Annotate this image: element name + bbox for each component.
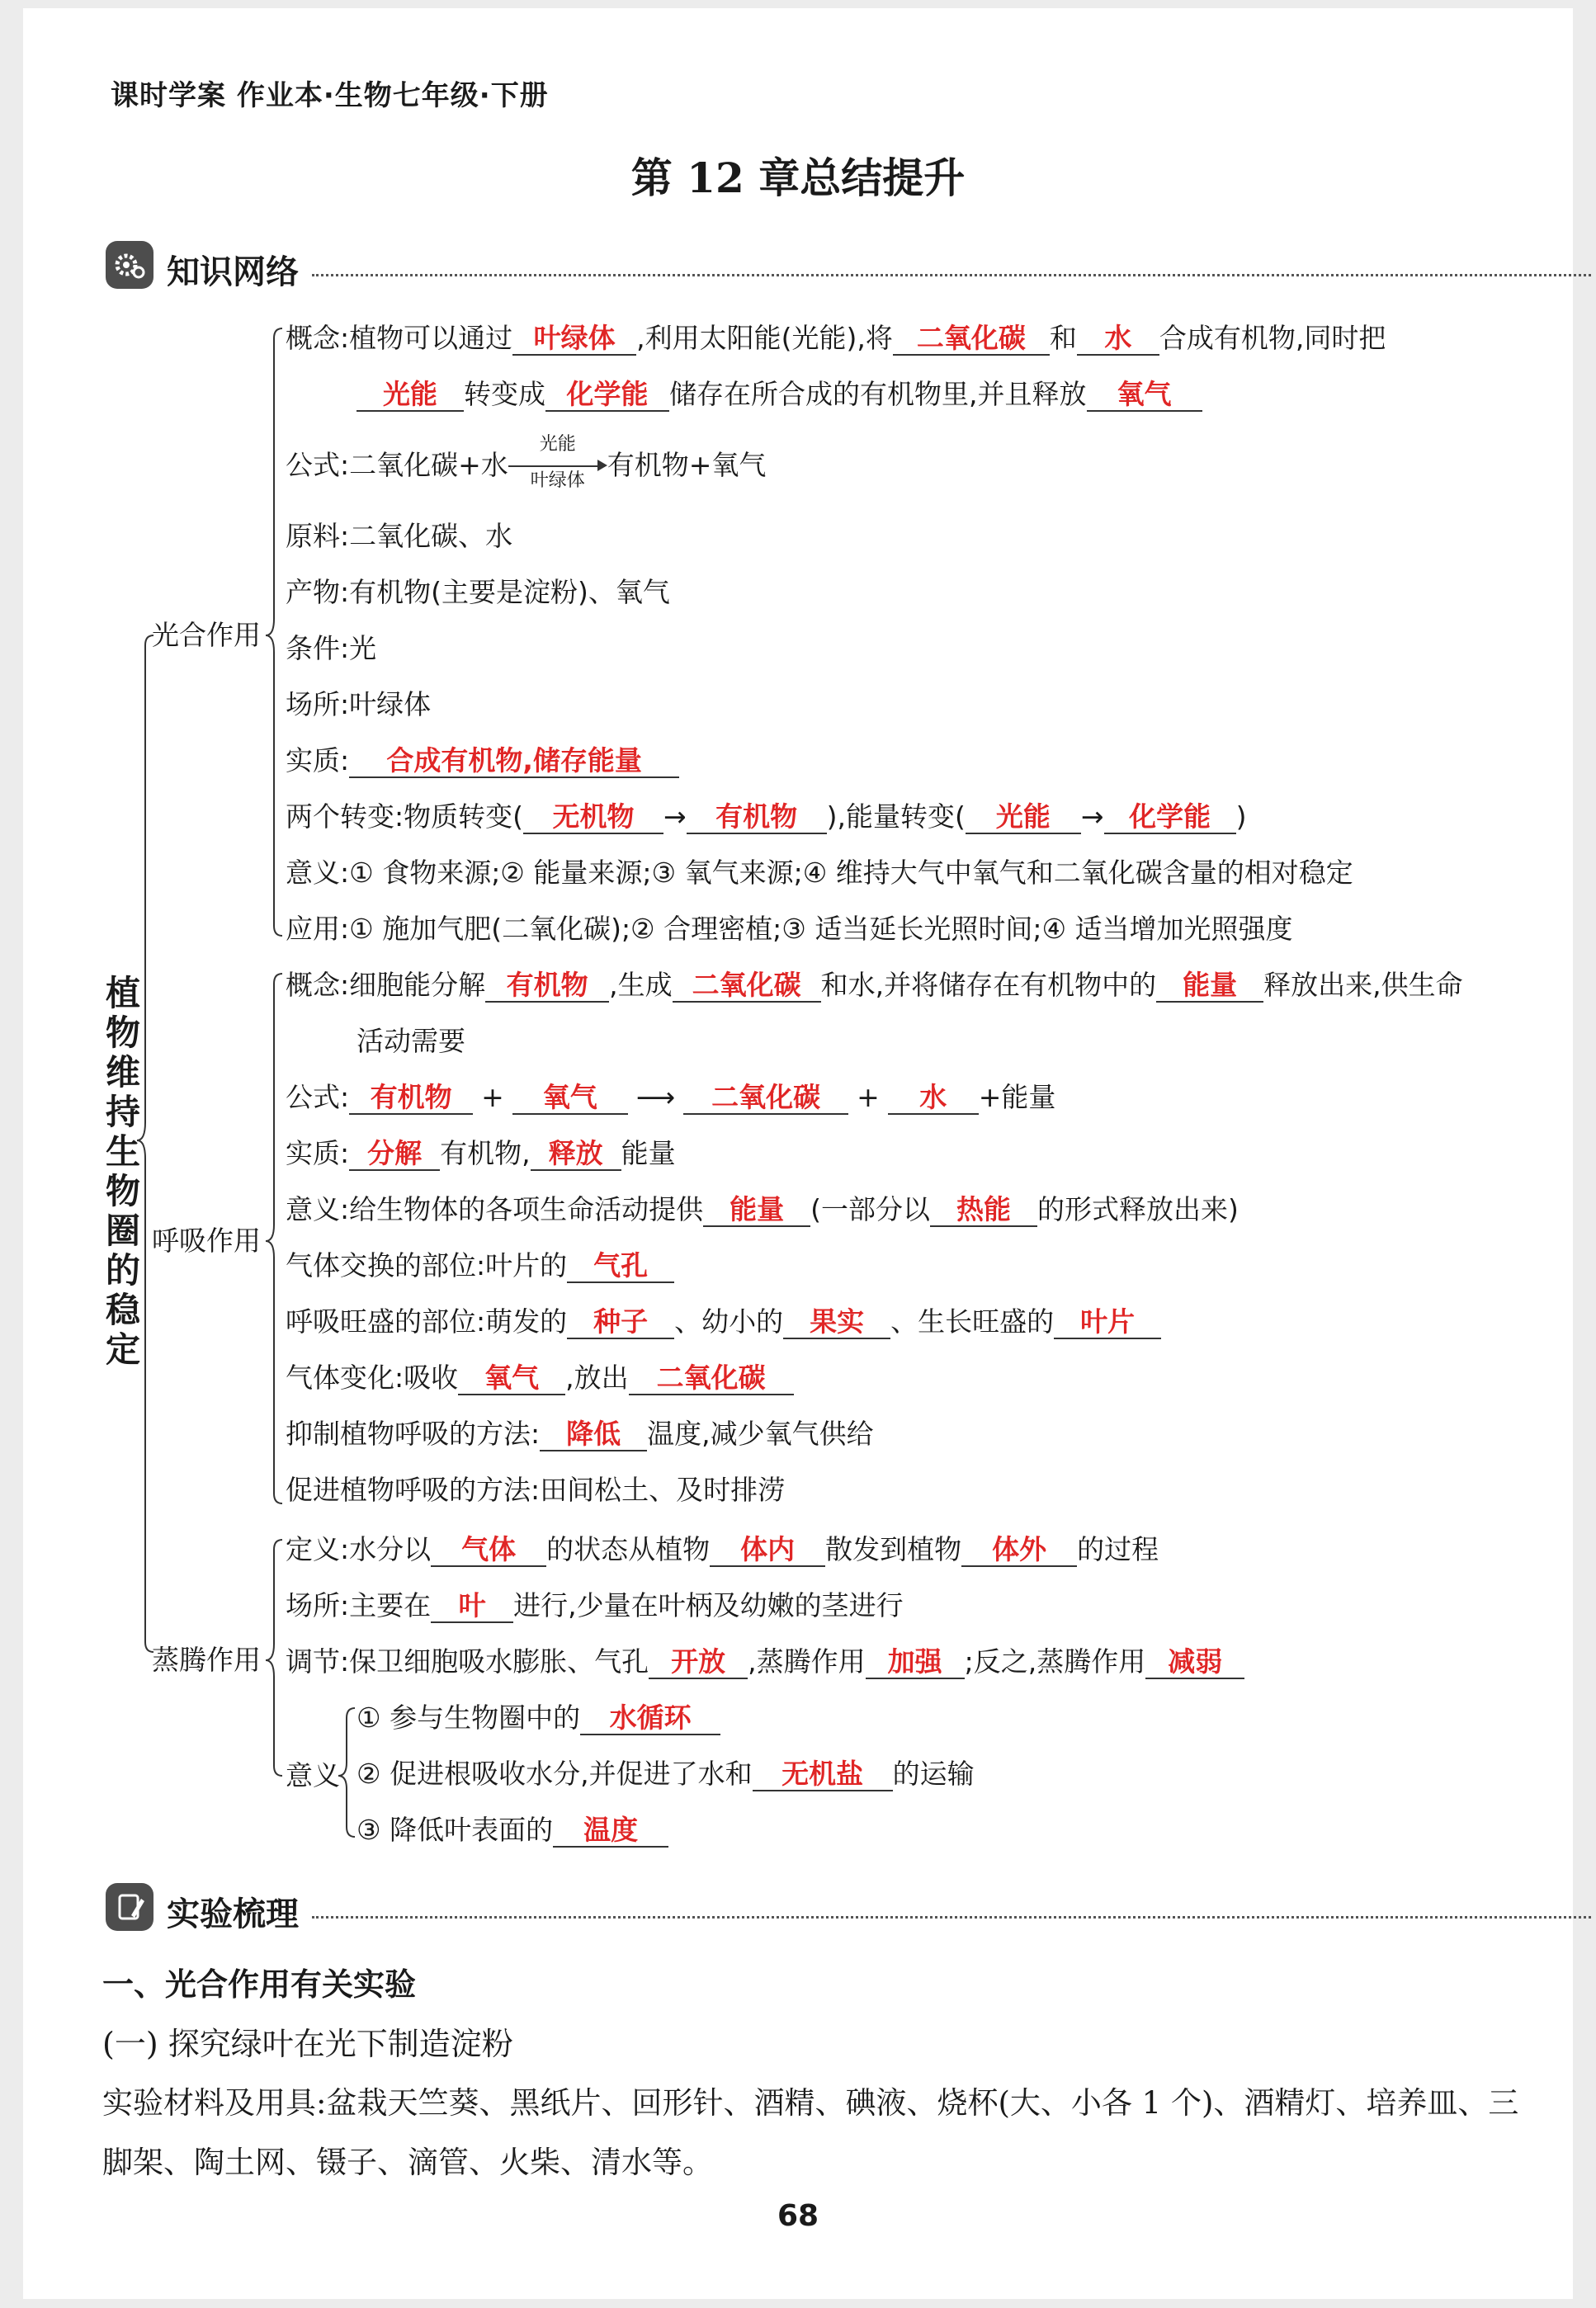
resp-concept-line1: 概念:细胞能分解 有机物 ,生成 二氧化碳 和水,并将储存在有机物中的 能量 释放出来,供生命 <box>286 969 1463 1001</box>
answer-blank[interactable]: 有机物 <box>349 1082 473 1115</box>
reaction-arrow: 光能 叶绿体 <box>508 449 607 482</box>
branch-respiration: 呼吸作用 <box>152 1225 261 1257</box>
answer-blank[interactable]: 分解 <box>349 1138 440 1171</box>
answer-blank[interactable]: 氧气 <box>512 1082 628 1115</box>
branch-photosynthesis: 光合作用 <box>152 619 261 651</box>
photo-raw: 原料:二氧化碳、水 <box>286 520 513 552</box>
photo-convert: 两个转变:物质转变( 无机物 → 有机物 ),能量转变( 光能 → 化学能 ) <box>286 800 1247 833</box>
photo-concept-line2: 光能 转变成 化学能 储存在所合成的有机物里,并且释放 氧气 <box>357 378 1202 411</box>
answer-blank[interactable]: 能量 <box>1156 970 1263 1003</box>
answer-blank[interactable]: 化学能 <box>545 379 669 412</box>
section-title: 实验梳理 <box>167 1895 299 1933</box>
answer-blank[interactable]: 水 <box>888 1082 979 1115</box>
photo-formula: 公式:二氧化碳+水 光能 叶绿体 有机物+氧气 <box>286 434 767 491</box>
answer-blank[interactable]: 光能 <box>357 379 464 412</box>
resp-promote: 促进植物呼吸的方法:田间松土、及时排涝 <box>286 1474 786 1506</box>
experiment-heading-2: (一) 探究绿叶在光下制造淀粉 <box>102 2026 513 2062</box>
answer-blank[interactable]: 光能 <box>966 801 1081 834</box>
answer-blank[interactable]: 合成有机物,储存能量 <box>349 745 679 778</box>
resp-gas-site: 气体交换的部位:叶片的 气孔 <box>286 1249 674 1282</box>
answer-blank[interactable]: 叶 <box>431 1590 513 1623</box>
dotted-rule <box>312 1916 1591 1919</box>
chapter-title: 第 12 章总结提升 <box>630 153 966 202</box>
trans-place: 场所:主要在 叶 进行,少量在叶柄及幼嫩的茎进行 <box>286 1589 904 1621</box>
answer-blank[interactable]: 种子 <box>567 1306 674 1339</box>
header-series: 课时学案 <box>111 79 226 112</box>
page-number: 68 <box>777 2199 819 2233</box>
answer-blank[interactable]: 温度 <box>553 1815 668 1848</box>
answer-blank[interactable]: 气体 <box>431 1534 546 1567</box>
answer-blank[interactable]: 二氧化碳 <box>683 1082 848 1115</box>
section-title: 知识网络 <box>167 253 299 291</box>
header-volume: 下册 <box>490 79 549 112</box>
answer-blank[interactable]: 氧气 <box>1087 379 1202 412</box>
experiment-paragraph-line2: 脚架、陶土网、镊子、滴管、火柴、清水等。 <box>102 2145 713 2180</box>
answer-blank[interactable]: 热能 <box>930 1194 1037 1227</box>
resp-strong: 呼吸旺盛的部位:萌发的 种子 、幼小的 果实 、生长旺盛的 叶片 <box>286 1305 1161 1338</box>
answer-blank[interactable]: 降低 <box>540 1418 647 1451</box>
answer-blank[interactable]: 化学能 <box>1104 801 1236 834</box>
answer-blank[interactable]: 体外 <box>961 1534 1077 1567</box>
photo-condition: 条件:光 <box>286 632 377 664</box>
answer-blank[interactable]: 体内 <box>710 1534 825 1567</box>
answer-blank[interactable]: 气孔 <box>567 1250 674 1283</box>
pencil-icon <box>106 1883 153 1931</box>
answer-blank[interactable]: 二氧化碳 <box>629 1362 794 1395</box>
answer-blank[interactable]: 无机物 <box>523 801 663 834</box>
branch-transpiration: 蒸腾作用 <box>152 1644 261 1676</box>
answer-blank[interactable]: 加强 <box>866 1646 965 1679</box>
resp-concept-line2: 活动需要 <box>357 1025 465 1057</box>
answer-blank[interactable]: 水 <box>1077 323 1159 356</box>
resp-essence: 实质: 分解 有机物, 释放 能量 <box>286 1137 676 1169</box>
photo-product: 产物:有机物(主要是淀粉)、氧气 <box>286 576 670 608</box>
answer-blank[interactable]: 能量 <box>703 1194 810 1227</box>
experiment-heading-1: 一、光合作用有关实验 <box>102 1966 417 2003</box>
answer-blank[interactable]: 释放 <box>531 1138 621 1171</box>
header-book: 作业本 <box>236 79 323 112</box>
answer-blank[interactable]: 无机盐 <box>753 1758 893 1791</box>
photo-meaning: 意义:① 食物来源;② 能量来源;③ 氧气来源;④ 维持大气中氧气和二氧化碳含量的相对稳定 <box>286 857 1353 889</box>
answer-blank[interactable]: 有机物 <box>485 970 609 1003</box>
trans-def: 定义:水分以 气体 的状态从植物 体内 散发到植物 体外 的过程 <box>286 1533 1159 1565</box>
answer-blank[interactable]: 叶片 <box>1054 1306 1161 1339</box>
resp-inhibit: 抑制植物呼吸的方法: 降低 温度,减少氧气供给 <box>286 1418 874 1450</box>
answer-blank[interactable]: 叶绿体 <box>512 323 636 356</box>
photo-place: 场所:叶绿体 <box>286 688 432 720</box>
answer-blank[interactable]: 减弱 <box>1145 1646 1244 1679</box>
answer-blank[interactable]: 二氧化碳 <box>673 970 821 1003</box>
trans-meaning-3: ③ 降低叶表面的 温度 <box>357 1814 668 1847</box>
answer-blank[interactable]: 开放 <box>649 1646 748 1679</box>
photo-apply: 应用:① 施加气肥(二氧化碳);② 合理密植;③ 适当延长光照时间;④ 适当增加光照强度 <box>286 913 1293 945</box>
experiment-paragraph-line1: 实验材料及用具:盆栽天竺葵、黑纸片、回形针、酒精、碘液、烧杯(大、小各 1 个)、酒精灯、培养皿、三 <box>102 2085 1519 2121</box>
resp-gas-change: 气体变化:吸收 氧气 ,放出 二氧化碳 <box>286 1362 794 1395</box>
trans-meaning-2: ② 促进根吸收水分,并促进了水和 无机盐 的运输 <box>357 1758 975 1790</box>
answer-blank[interactable]: 二氧化碳 <box>893 323 1050 356</box>
bone-icon <box>1593 1895 1596 1928</box>
photo-essence: 实质: 合成有机物,储存能量 <box>286 744 679 777</box>
trans-regulate: 调节:保卫细胞吸水膨胀、气孔 开放 ,蒸腾作用 加强 ;反之,蒸腾作用 减弱 <box>286 1645 1244 1678</box>
answer-blank[interactable]: 水循环 <box>580 1702 720 1735</box>
section-experiment <box>106 1883 1596 1933</box>
answer-blank[interactable]: 氧气 <box>458 1362 565 1395</box>
photo-concept-line1: 概念:植物可以通过 叶绿体 ,利用太阳能(光能),将 二氧化碳 和 水 合成有机物,同时把 <box>286 322 1386 354</box>
answer-blank[interactable]: 有机物 <box>687 801 827 834</box>
trans-meaning-1: ① 参与生物圈中的 水循环 <box>357 1702 720 1735</box>
trans-meaning-label: 意义 <box>286 1759 340 1791</box>
header-subject: 生物七年级 <box>334 79 479 112</box>
answer-blank[interactable]: 果实 <box>783 1306 890 1339</box>
resp-meaning: 意义:给生物体的各项生命活动提供 能量 (一部分以 热能 的形式释放出来) <box>286 1193 1239 1225</box>
resp-formula: 公式: 有机物 + 氧气 ⟶ 二氧化碳 + 水 +能量 <box>286 1081 1056 1113</box>
book-header: 课时学案 作业本·生物七年级·下册 <box>111 79 549 112</box>
vertical-title: 植物维持生物圈的稳定 <box>105 973 140 1370</box>
